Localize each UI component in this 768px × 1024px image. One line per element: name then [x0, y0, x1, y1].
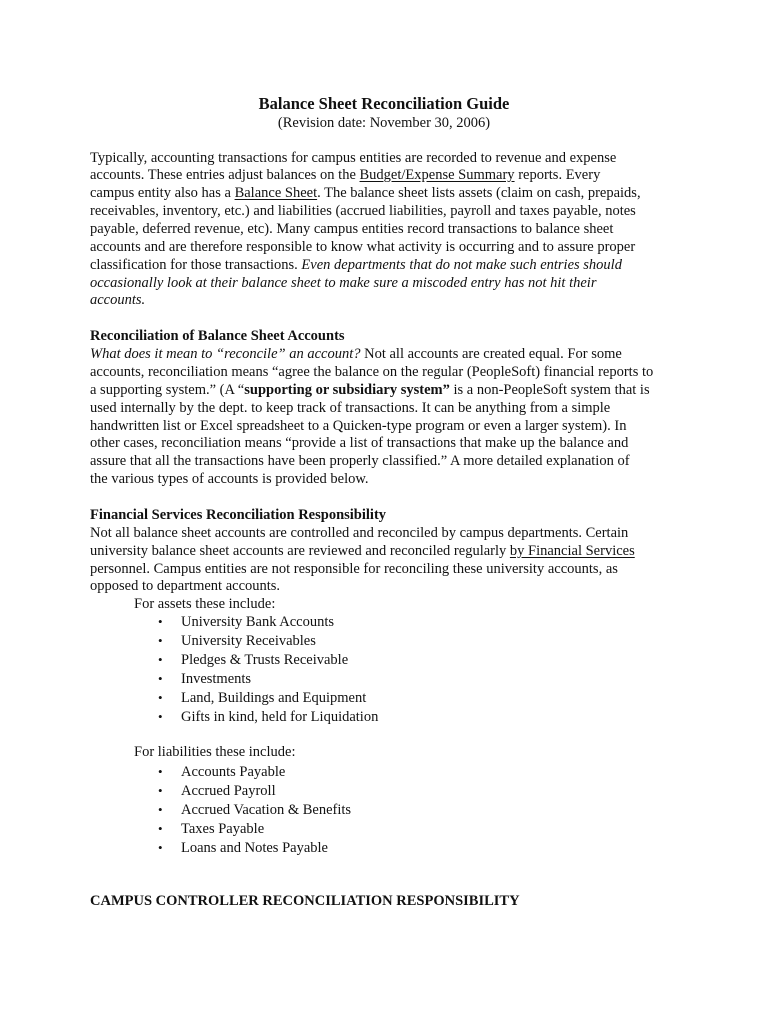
bullet-icon: • — [158, 633, 163, 648]
liabilities-intro: For liabilities these include: — [134, 744, 296, 760]
list-item — [158, 708, 378, 726]
intro-line-6: accounts and are therefore responsible to know what activity is occurring and to assure proper — [90, 239, 636, 255]
intro-text: . The balance sheet lists assets (claim on cash, prepaids, — [317, 185, 641, 201]
assets-intro: For assets these include: — [134, 596, 276, 612]
list-item — [158, 839, 328, 857]
reconciliation-text: is a non-PeopleSoft system that is — [449, 382, 650, 398]
intro-text: reports. Every — [514, 167, 601, 183]
list-item-label: University Receivables — [181, 633, 316, 649]
bullet-icon: • — [158, 614, 163, 629]
list-item — [158, 820, 264, 838]
reconciliation-line-8: the various types of accounts is provided below. — [90, 471, 369, 487]
by-financial-services-link[interactable]: by Financial Services — [509, 543, 635, 559]
list-item-label: Accrued Vacation & Benefits — [181, 802, 352, 818]
bullet-icon: • — [158, 802, 163, 817]
reconciliation-line-5: handwritten list or Excel spreadsheet to a Quicken-type program or even a larger system). In — [90, 418, 627, 434]
list-item — [158, 670, 251, 688]
intro-line-9: accounts. — [90, 292, 146, 308]
list-item — [158, 689, 366, 707]
reconciliation-line-1 — [90, 345, 622, 363]
list-item-label: Taxes Payable — [181, 821, 265, 837]
list-item-label: Investments — [181, 671, 252, 687]
intro-line-4: receivables, inventory, etc.) and liabilities (accrued liabilities, payroll and taxes payable, notes — [90, 203, 636, 219]
intro-line-2 — [90, 166, 600, 184]
reconciliation-text: a supporting system.” (A “ — [90, 382, 245, 398]
reconciliation-line-7: assure that all the transactions have been properly classified.” A more detailed explanation of — [90, 453, 630, 469]
reconciliation-line-4: used internally by the dept. to keep track of transactions. It can be anything from a simple — [90, 400, 611, 416]
intro-line-1: Typically, accounting transactions for campus entities are recorded to revenue and expense — [90, 150, 617, 166]
list-item — [158, 613, 334, 631]
financial-services-line-3: personnel. Campus entities are not responsible for reconciling these university accounts, as — [90, 561, 618, 577]
financial-services-heading: Financial Services Reconciliation Responsibility — [90, 507, 387, 523]
financial-services-line-2 — [90, 542, 635, 560]
list-item — [158, 632, 316, 650]
bullet-icon: • — [158, 783, 163, 798]
financial-services-text: university balance sheet accounts are reviewed and reconciled regularly — [90, 543, 510, 559]
list-item — [158, 651, 348, 669]
list-item-label: Loans and Notes Payable — [181, 840, 328, 856]
reconciliation-line-3 — [90, 381, 650, 399]
reconcile-question: What does it mean to “reconcile” an account? — [90, 346, 361, 362]
list-item-label: Land, Buildings and Equipment — [181, 690, 367, 706]
list-item-label: University Bank Accounts — [181, 614, 335, 630]
revision-date: (Revision date: November 30, 2006) — [277, 115, 491, 131]
list-item-label: Pledges & Trusts Receivable — [181, 652, 349, 668]
bullet-icon: • — [158, 709, 163, 724]
list-item-label: Accrued Payroll — [181, 783, 276, 799]
list-item — [158, 801, 351, 819]
bullet-icon: • — [158, 652, 163, 667]
financial-services-line-4: opposed to department accounts. — [90, 578, 281, 594]
bullet-icon: • — [158, 821, 163, 836]
bullet-icon: • — [158, 671, 163, 686]
intro-line-5: payable, deferred revenue, etc). Many campus entities record transactions to balance sheet — [90, 221, 614, 237]
supporting-system-term: supporting or subsidiary system” — [244, 382, 450, 398]
financial-services-line-1: Not all balance sheet accounts are controlled and reconciled by campus departments. Certain — [90, 525, 629, 541]
reconciliation-line-2: accounts, reconciliation means “agree the balance on the regular (PeopleSoft) financial reports to — [90, 364, 654, 380]
balance-sheet-link[interactable]: Balance Sheet — [234, 185, 318, 201]
list-item-label: Accounts Payable — [181, 764, 286, 780]
list-item — [158, 782, 276, 800]
intro-line-8: occasionally look at their balance sheet to make sure a miscoded entry has not hit their — [90, 275, 597, 291]
bullet-icon: • — [158, 840, 163, 855]
intro-line-7 — [90, 256, 622, 274]
campus-controller-heading: CAMPUS CONTROLLER RECONCILIATION RESPONSIBILITY — [90, 893, 520, 909]
intro-text: classification for those transactions. — [90, 257, 302, 273]
bullet-icon: • — [158, 690, 163, 705]
intro-line-3 — [90, 184, 641, 202]
reconciliation-heading: Reconciliation of Balance Sheet Accounts — [90, 328, 345, 344]
intro-text: campus entity also has a — [90, 185, 235, 201]
document-title: Balance Sheet Reconciliation Guide — [258, 94, 510, 113]
reconciliation-text: Not all accounts are created equal. For some — [360, 346, 622, 362]
intro-text: accounts. These entries adjust balances on the — [90, 167, 360, 183]
budget-expense-summary-link[interactable]: Budget/Expense Summary — [359, 167, 515, 183]
list-item-label: Gifts in kind, held for Liquidation — [181, 709, 379, 725]
bullet-icon: • — [158, 764, 163, 779]
reconciliation-line-6: other cases, reconciliation means “provide a list of transactions that make up the balance and — [90, 435, 629, 451]
list-item — [158, 763, 285, 781]
intro-emphasis: Even departments that do not make such entries should — [301, 257, 622, 273]
